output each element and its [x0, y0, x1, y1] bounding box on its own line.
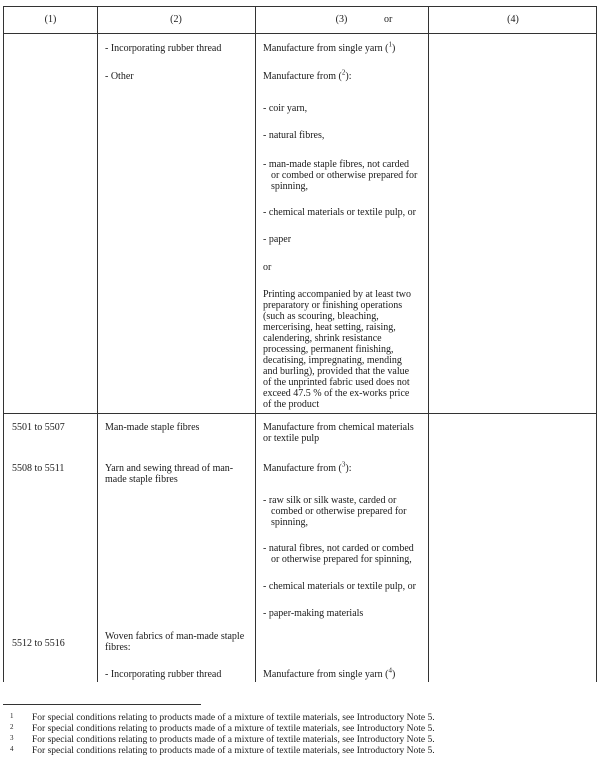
- row2-item-chemical: - chemical materials or textile pulp, or: [263, 207, 416, 218]
- row2-item-paper: - paper: [263, 234, 292, 245]
- header-or: or: [384, 14, 393, 25]
- row2-description: - Other: [105, 71, 134, 82]
- row4-rule-intro: Manufacture from ($^3$):: [263, 460, 352, 474]
- footnote-rule: [3, 704, 201, 705]
- row2-item-coir: - coir yarn,: [263, 103, 308, 114]
- row1-rule: Manufacture from single yarn ($^1$): [263, 40, 396, 54]
- header-rule: [4, 33, 596, 34]
- document-page: (1) (2) (3) or (4) - Incorporating rubber thread Manufacture from single yarn ($^1$) - Other Manufacture from ($^2$): - coir yarn, - natural fibres, - man-made staple fibres, not carded or combed or otherwise prepared for spinning, - chemical materials or textile pulp, or - paper or Printing accompanied by at least two preparatory or finishing operations (such as scouring, bleaching, mercerising, heat setting, raising, calendering, shrink resistance processing, permanent finishing, decatising, impregnating, mending and burling), provided that the value of the unprinted fabric used does not exceed 47.5 % of the ex-works price of the product 5501 to 5507 Man-made staple fibres Manufacture from chemical materials or textile pulp 5508 to 5511 Yarn and sewing thread of man- made staple fibres Manufacture from ($^3$): - raw silk or silk waste, carded or combed or otherwise prepared for spinning, - natural fibres, not carded or combed or otherwise prepared for spinning, - chemical materials or textile pulp, or - paper-making materials 5512 to 5516 Woven fabrics of man-made staple fibres: - Incorporating rubber thread Manufacture from single yarn ($^4$) 1 For special conditions relating to products made of a mixture of textile materials, see Introductory Note 5. 2 For special conditions relating to products made of a mixture of textile materials, see Introductory Note 5. 3 For special conditions relating to products made of a mixture of textile materials, see Introductory Note 5. 4 For special conditions relating to products made of a mixture of textile materials, see Introductory Note 5.: [0, 0, 600, 765]
- row4-description: Yarn and sewing thread of man- made staple fibres: [105, 463, 234, 485]
- row5-code: 5512 to 5516: [12, 638, 65, 649]
- header-col-3: (3): [335, 14, 348, 25]
- row2-rule-intro: Manufacture from ($^2$):: [263, 68, 352, 82]
- row2-item-manmade: - man-made staple fibres, not carded or combed or otherwise prepared for spinning,: [263, 159, 418, 192]
- row4-item-chemical: - chemical materials or textile pulp, or: [263, 581, 416, 592]
- row1-description: - Incorporating rubber thread: [105, 43, 222, 54]
- row2-item-natural: - natural fibres,: [263, 130, 325, 141]
- row4-item-natural: - natural fibres, not carded or combed or otherwise prepared for spinning,: [263, 543, 414, 565]
- rules-table: [3, 6, 597, 682]
- header-col-1: (1): [44, 14, 57, 25]
- header-col-2: (2): [170, 14, 182, 25]
- row2-or: or: [263, 262, 272, 273]
- row4-code: 5508 to 5511: [12, 463, 65, 474]
- row3-code: 5501 to 5507: [12, 422, 65, 433]
- column-divider-3: [428, 7, 429, 682]
- header-col-4: (4): [507, 14, 519, 25]
- column-divider-1: [97, 7, 98, 682]
- row5-description: Woven fabrics of man-made staple fibres:: [105, 631, 245, 653]
- row3-description: Man-made staple fibres: [105, 422, 200, 433]
- row-separator: [4, 413, 596, 414]
- row4-item-silk: - raw silk or silk waste, carded or combed or otherwise prepared for spinning,: [263, 495, 407, 528]
- row6-rule: Manufacture from single yarn ($^4$): [263, 666, 396, 680]
- row6-description: - Incorporating rubber thread: [105, 669, 222, 680]
- row3-rule: Manufacture from chemical materials or textile pulp: [263, 422, 414, 444]
- column-divider-2: [255, 7, 256, 682]
- row2-printing-alternative: Printing accompanied by at least two preparatory or finishing operations (such as scouring, bleaching, mercerising, heat setting, raising, calendering, shrink resistance processing, permanent finishing, decatising, impregnating, mending and burling), provided that the value of the unprinted fabric used does not exceed 47.5 % of the ex-works price of the product: [263, 289, 412, 410]
- row4-item-paper: - paper-making materials: [263, 608, 364, 619]
